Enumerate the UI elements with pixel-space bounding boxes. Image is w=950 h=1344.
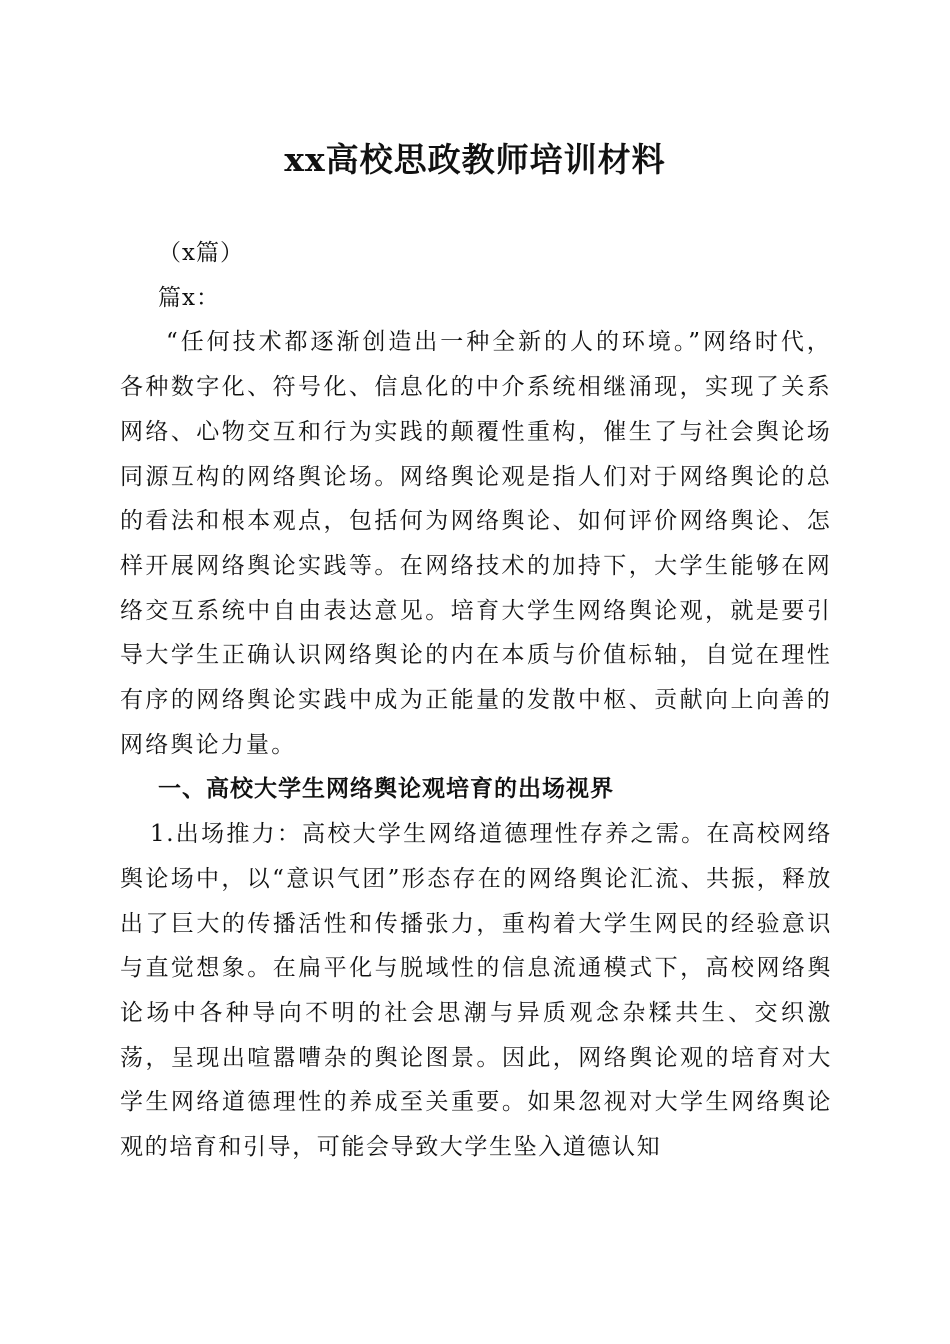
section-heading: 一、高校大学生网络舆论观培育的出场视界 <box>158 776 614 803</box>
document-body <box>120 231 832 1170</box>
subtitle: （x篇） <box>158 240 244 266</box>
section-label: 篇x： <box>158 284 220 311</box>
intro-paragraph: “任何技术都逐渐创造出一种全新的人的环境。”网络时代，各种数字化、符号化、信息化的中介系统相继涌现，实现了关系网络、心物交互和行为实践的颠覆性重构，催生了与社会舆论场同源互构的网络舆论场。网络舆论观是指人们对于网络舆论的总的看法和根本观点，包括何为网络舆论、如何评价网络舆论、怎样开展网络舆论实践等。在网络技术的加持下，大学生能够在网络交互系统中自由表达意见。培育大学生网络舆论观，就是要引导大学生正确认识网络舆论的内在本质与价值标轴，自觉在理性有序的网络舆论实践中成为正能量的发散中枢、贡献向上向善的网络舆论力量。 <box>120 329 832 758</box>
paragraph-2: 1.出场推力：高校大学生网络道德理性存养之需。在高校网络舆论场中，以“意识气团”形态存在的网络舆论汇流、共振，释放出了巨大的传播活性和传播张力，重构着大学生网民的经验意识与直觉想象。在扁平化与脱域性的信息流通模式下，高校网络舆论场中各种导向不明的社会思潮与异质观念杂糅共生、交织激荡，呈现出喧嚣嘈杂的舆论图景。因此，网络舆论观的培育对大学生网络道德理性的养成至关重要。如果忽视对大学生网络舆论观的培育和引导，可能会导致大学生坠入道德认知 <box>120 821 832 1161</box>
document-title: xx高校思政教师培训材料 <box>284 140 666 179</box>
